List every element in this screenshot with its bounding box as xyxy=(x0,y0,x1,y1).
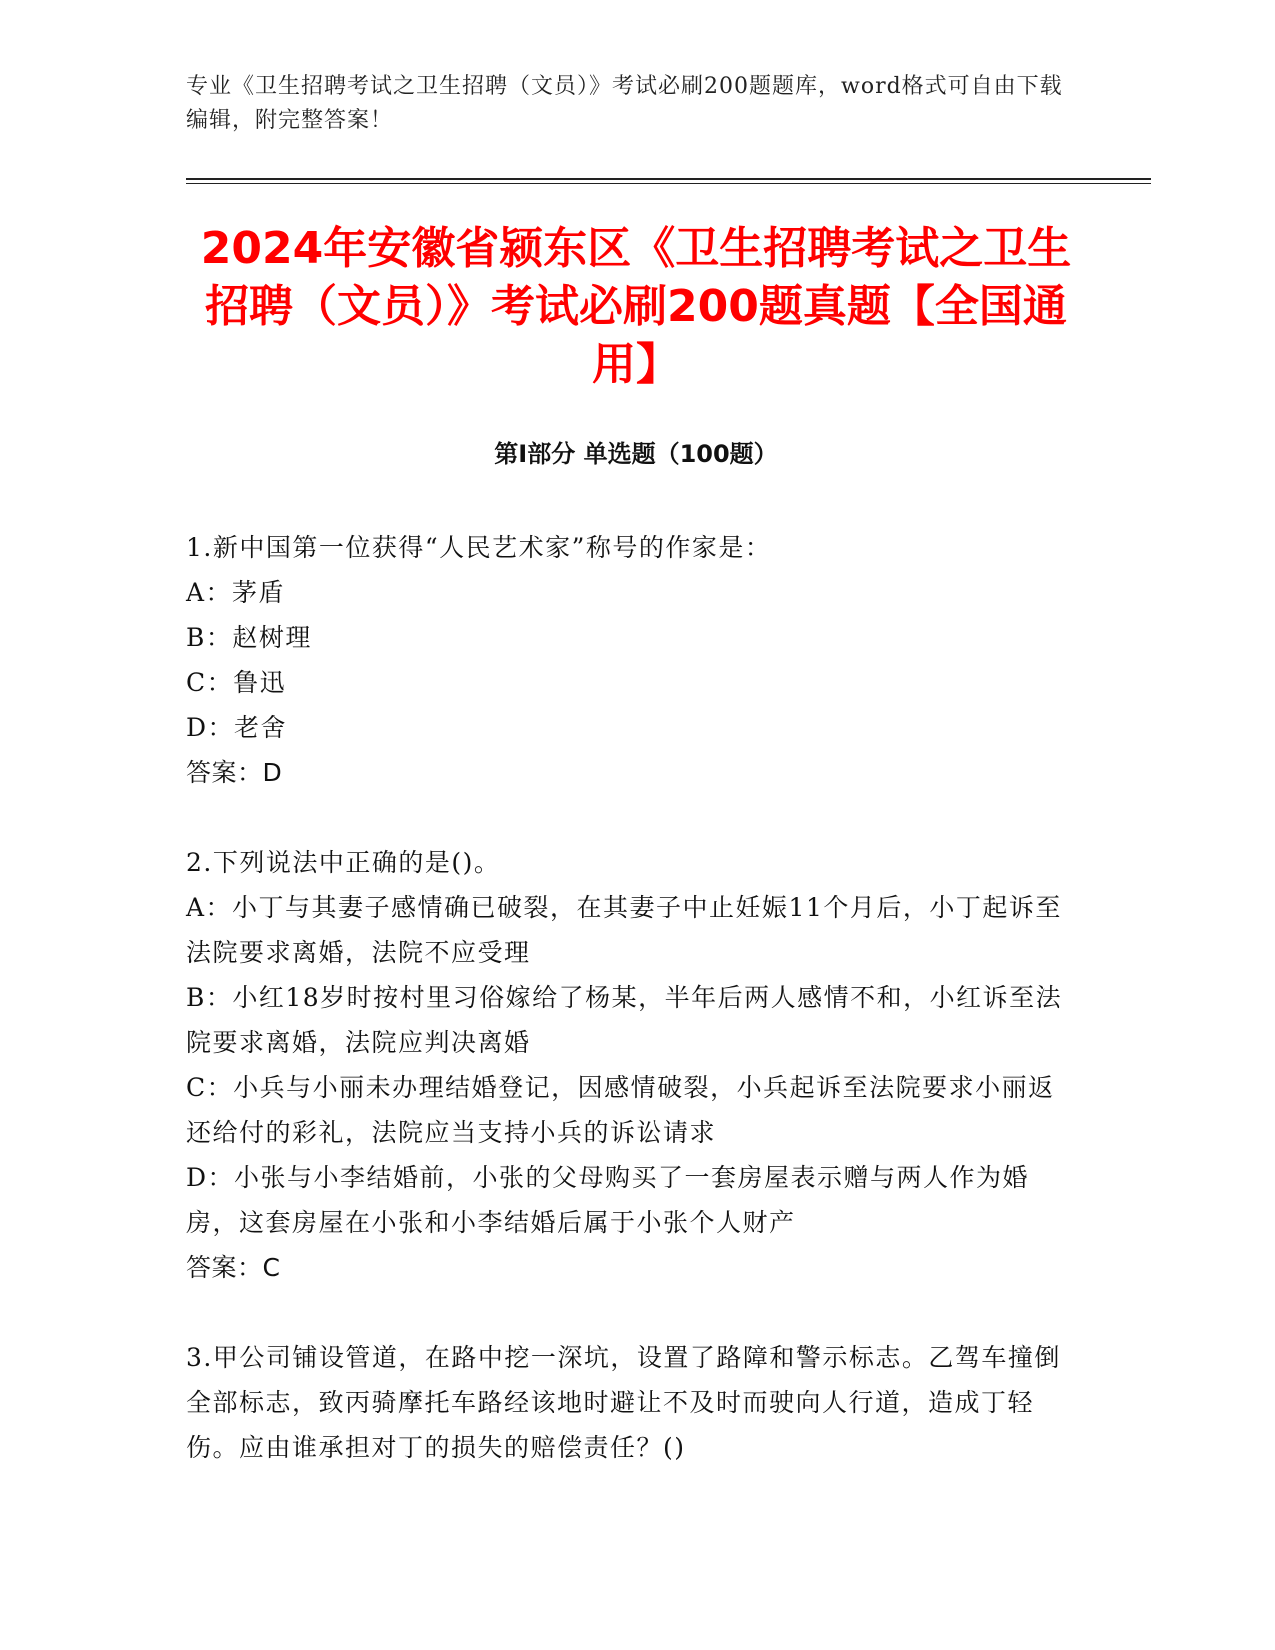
question-stem: 2.下列说法中正确的是()。 xyxy=(186,848,501,877)
answer-line: 答案：D xyxy=(186,758,283,787)
header-note: 专业《卫生招聘考试之卫生招聘（文员）》考试必刷200题题库，word格式可自由下载编辑，附完整答案！ xyxy=(186,74,1063,133)
question-1 xyxy=(186,525,1066,795)
header-divider-thin xyxy=(186,183,1151,184)
option-d: D：老舍 xyxy=(186,713,288,742)
option-a: A：茅盾 xyxy=(186,578,286,607)
option-a: A：小丁与其妻子感情确已破裂，在其妻子中止妊娠11个月后，小丁起诉至法院要求离婚，法院不应受理 xyxy=(186,893,1062,967)
header-divider-thick xyxy=(186,178,1151,180)
question-list xyxy=(186,525,1066,1515)
question-stem: 3.甲公司铺设管道，在路中挖一深坑，设置了路障和警示标志。乙驾车撞倒全部标志，致丙骑摩托车路经该地时避让不及时而驶向人行道，造成丁轻伤。应由谁承担对丁的损失的赔偿责任？() xyxy=(186,1343,1061,1462)
option-b: B：小红18岁时按村里习俗嫁给了杨某，半年后两人感情不和，小红诉至法院要求离婚，法院应判决离婚 xyxy=(186,983,1063,1057)
question-stem: 1.新中国第一位获得“人民艺术家”称号的作家是： xyxy=(186,533,772,562)
document-title: 2024年安徽省颍东区《卫生招聘考试之卫生招聘（文员）》考试必刷200题真题【全国通用】 xyxy=(200,223,1072,390)
section-heading: 第I部分 单选题（100题） xyxy=(494,440,778,468)
option-c: C：鲁迅 xyxy=(186,668,287,697)
option-c: C：小兵与小丽未办理结婚登记，因感情破裂，小兵起诉至法院要求小丽返还给付的彩礼，法院应当支持小兵的诉讼请求 xyxy=(186,1073,1055,1147)
option-b: B：赵树理 xyxy=(186,623,312,652)
answer-line: 答案：C xyxy=(186,1253,281,1282)
question-2 xyxy=(186,840,1066,1290)
option-d: D：小张与小李结婚前，小张的父母购买了一套房屋表示赠与两人作为婚房，这套房屋在小张和小李结婚后属于小张个人财产 xyxy=(186,1163,1030,1237)
question-3 xyxy=(186,1335,1066,1470)
